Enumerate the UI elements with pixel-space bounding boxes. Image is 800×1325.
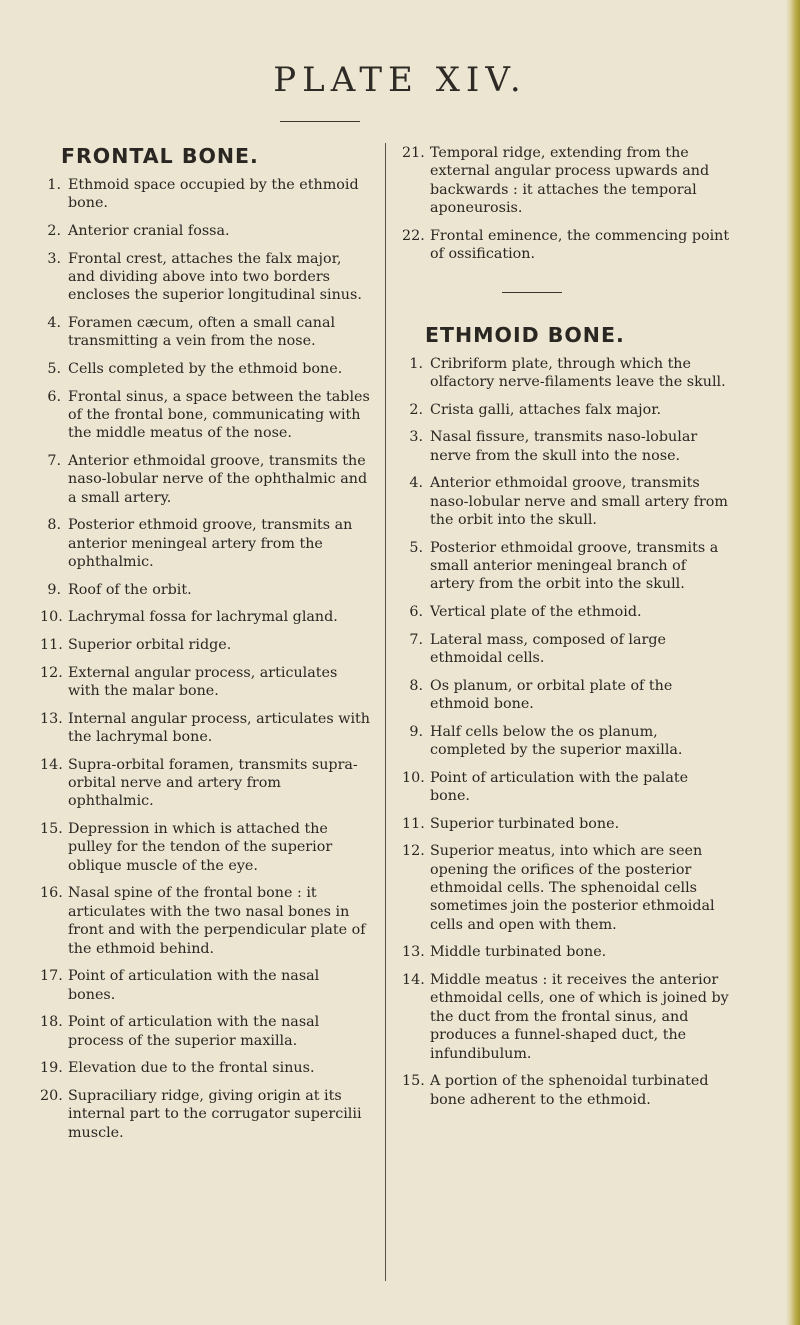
item-number: 11. [40, 637, 63, 653]
item-text: Os planum, or orbital plate of the ethmoid bone. [430, 677, 673, 713]
item-text: Nasal fissure, transmits naso-lobular nerve from the skull into the nose. [430, 429, 698, 464]
item-number: 4. [47, 315, 61, 331]
item-number: 3. [47, 250, 61, 267]
list-item [40, 222, 370, 240]
list-item [40, 820, 370, 875]
list-item [402, 677, 732, 714]
item-number: 5. [47, 361, 61, 377]
list-item [402, 723, 732, 760]
item-text: Anterior ethmoidal groove, transmits the naso-lobular nerve of the ophthalmic and a small artery. [68, 453, 368, 506]
ethmoid-bone-heading: ETHMOID BONE. [425, 322, 625, 347]
item-number: 9. [409, 723, 423, 740]
list-item [402, 227, 732, 264]
item-text: A portion of the sphenoidal turbinated bone adherent to the ethmoid. [430, 1073, 709, 1108]
list-item [40, 608, 370, 626]
item-number: 7. [409, 631, 423, 648]
item-number: 1. [47, 177, 61, 193]
item-number: 14. [40, 756, 63, 773]
list-item [40, 314, 370, 351]
list-item [40, 664, 370, 701]
ethmoid-bone-list [402, 355, 732, 1109]
item-text: Anterior ethmoidal groove, transmits naso-lobular nerve and small artery from the orbit into the skull. [430, 475, 728, 529]
list-item [402, 355, 732, 392]
list-item [40, 756, 370, 811]
section-rule [502, 292, 562, 293]
item-text: Anterior cranial fossa. [68, 223, 230, 239]
left-column [40, 144, 370, 1151]
item-text: Supra-orbital foramen, transmits supra-orbital nerve and artery from ophthalmic. [68, 756, 358, 810]
item-number: 5. [409, 539, 423, 556]
list-item [402, 401, 732, 419]
item-text: Half cells below the os planum, completed by the superior maxilla. [430, 723, 683, 759]
item-text: Middle turbinated bone. [430, 944, 607, 961]
item-number: 9. [47, 581, 61, 598]
item-number: 7. [47, 453, 61, 469]
item-text: Temporal ridge, extending from the external angular process upwards and backwards : it attaches the temporal aponeurosis. [430, 145, 710, 217]
item-number: 19. [40, 1060, 63, 1077]
list-item [402, 1072, 732, 1109]
item-number: 17. [40, 968, 63, 985]
frontal-bone-list-continued [402, 144, 732, 264]
item-text: Internal angular process, articulates with the lachrymal bone. [68, 710, 370, 745]
list-item [402, 474, 732, 529]
item-text: Superior orbital ridge. [68, 637, 232, 653]
item-number: 11. [402, 815, 425, 832]
item-number: 15. [402, 1073, 425, 1090]
list-item [40, 884, 370, 958]
item-text: Point of articulation with the palate bone. [430, 769, 689, 805]
item-number: 2. [47, 223, 61, 239]
list-item [40, 388, 370, 443]
item-text: Crista galli, attaches falx major. [430, 401, 661, 418]
item-text: External angular process, articulates with the malar bone. [68, 664, 338, 699]
column-divider [385, 143, 386, 1281]
list-item [402, 603, 732, 621]
item-text: Depression in which is attached the pulley for the tendon of the superior oblique muscle of the eye. [68, 821, 333, 874]
list-item [402, 631, 732, 668]
list-item [40, 360, 370, 378]
item-number: 4. [409, 475, 423, 492]
item-number: 8. [47, 517, 61, 534]
list-item [40, 967, 370, 1004]
list-item [40, 581, 370, 599]
item-text: Ethmoid space occupied by the ethmoid bone. [68, 177, 359, 212]
item-text: Cells completed by the ethmoid bone. [68, 361, 343, 377]
item-number: 1. [409, 355, 423, 372]
list-item [40, 452, 370, 507]
item-text: Supraciliary ridge, giving origin at its internal part to the corrugator supercilii muscle. [68, 1087, 362, 1141]
list-item [402, 943, 732, 961]
item-text: Middle meatus : it receives the anterior ethmoidal cells, one of which is joined by the duct from the frontal sinus, and produces a funnel-shaped duct, the infundibulum. [430, 972, 729, 1062]
item-text: Vertical plate of the ethmoid. [430, 604, 642, 621]
list-item [40, 516, 370, 571]
item-text: Frontal sinus, a space between the tables of the frontal bone, communicating with the middle meatus of the nose. [68, 388, 370, 442]
item-number: 20. [40, 1087, 63, 1104]
item-number: 10. [402, 769, 425, 786]
list-item [402, 428, 732, 465]
item-text: Point of articulation with the nasal bones. [68, 968, 320, 1003]
item-text: Nasal spine of the frontal bone : it articulates with the two nasal bones in front and with the perpendicular plate of the ethmoid behind. [68, 885, 366, 957]
item-number: 3. [409, 429, 423, 446]
item-text: Posterior ethmoid groove, transmits an anterior meningeal artery from the ophthalmic. [68, 517, 353, 571]
list-item [402, 971, 732, 1063]
list-item [402, 144, 732, 218]
item-text: Frontal eminence, the commencing point of ossification. [430, 227, 730, 263]
item-text: Lachrymal fossa for lachrymal gland. [68, 609, 338, 626]
item-number: 15. [40, 821, 63, 837]
item-text: Elevation due to the frontal sinus. [68, 1060, 315, 1077]
item-number: 6. [47, 388, 61, 405]
plate-title: PLATE XIV. [273, 60, 527, 100]
list-item [402, 842, 732, 934]
item-number: 16. [40, 885, 63, 902]
list-item [40, 1087, 370, 1142]
item-number: 21. [402, 145, 425, 161]
item-text: Roof of the orbit. [68, 581, 192, 598]
item-text: Cribriform plate, through which the olfactory nerve-filaments leave the skull. [430, 355, 726, 391]
item-number: 13. [402, 944, 425, 961]
list-item [402, 815, 732, 833]
item-text: Point of articulation with the nasal process of the superior maxilla. [68, 1014, 320, 1049]
item-number: 18. [40, 1014, 63, 1031]
item-number: 12. [402, 843, 425, 860]
item-number: 12. [40, 664, 63, 681]
item-number: 2. [409, 401, 423, 418]
item-text: Frontal crest, attaches the falx major, and dividing above into two borders encloses the superior longitudinal sinus. [68, 250, 362, 304]
list-item [40, 176, 370, 213]
list-item [40, 1013, 370, 1050]
frontal-bone-list [40, 176, 370, 1142]
item-text: Posterior ethmoidal groove, transmits a small anterior meningeal branch of artery from the orbit into the skull. [430, 539, 719, 593]
item-number: 22. [402, 227, 425, 244]
list-item [40, 250, 370, 305]
page-edge [786, 0, 800, 1325]
header-rule [280, 121, 360, 122]
item-text: Superior turbinated bone. [430, 815, 620, 832]
item-number: 10. [40, 609, 63, 626]
right-column [402, 144, 732, 1118]
list-item [402, 539, 732, 594]
list-item [40, 710, 370, 747]
frontal-bone-heading: FRONTAL BONE. [61, 144, 259, 168]
item-number: 8. [409, 677, 423, 694]
list-item [40, 1059, 370, 1077]
item-text: Superior meatus, into which are seen opening the orifices of the posterior ethmoidal cells. The sphenoidal cells sometimes join the posterior ethmoidal cells and open with them. [430, 843, 715, 933]
list-item [40, 636, 370, 654]
item-number: 13. [40, 710, 63, 727]
list-item [402, 769, 732, 806]
item-text: Foramen cæcum, often a small canal transmitting a vein from the nose. [68, 315, 336, 350]
item-number: 14. [402, 972, 425, 989]
item-text: Lateral mass, composed of large ethmoidal cells. [430, 631, 666, 667]
item-number: 6. [409, 604, 423, 621]
